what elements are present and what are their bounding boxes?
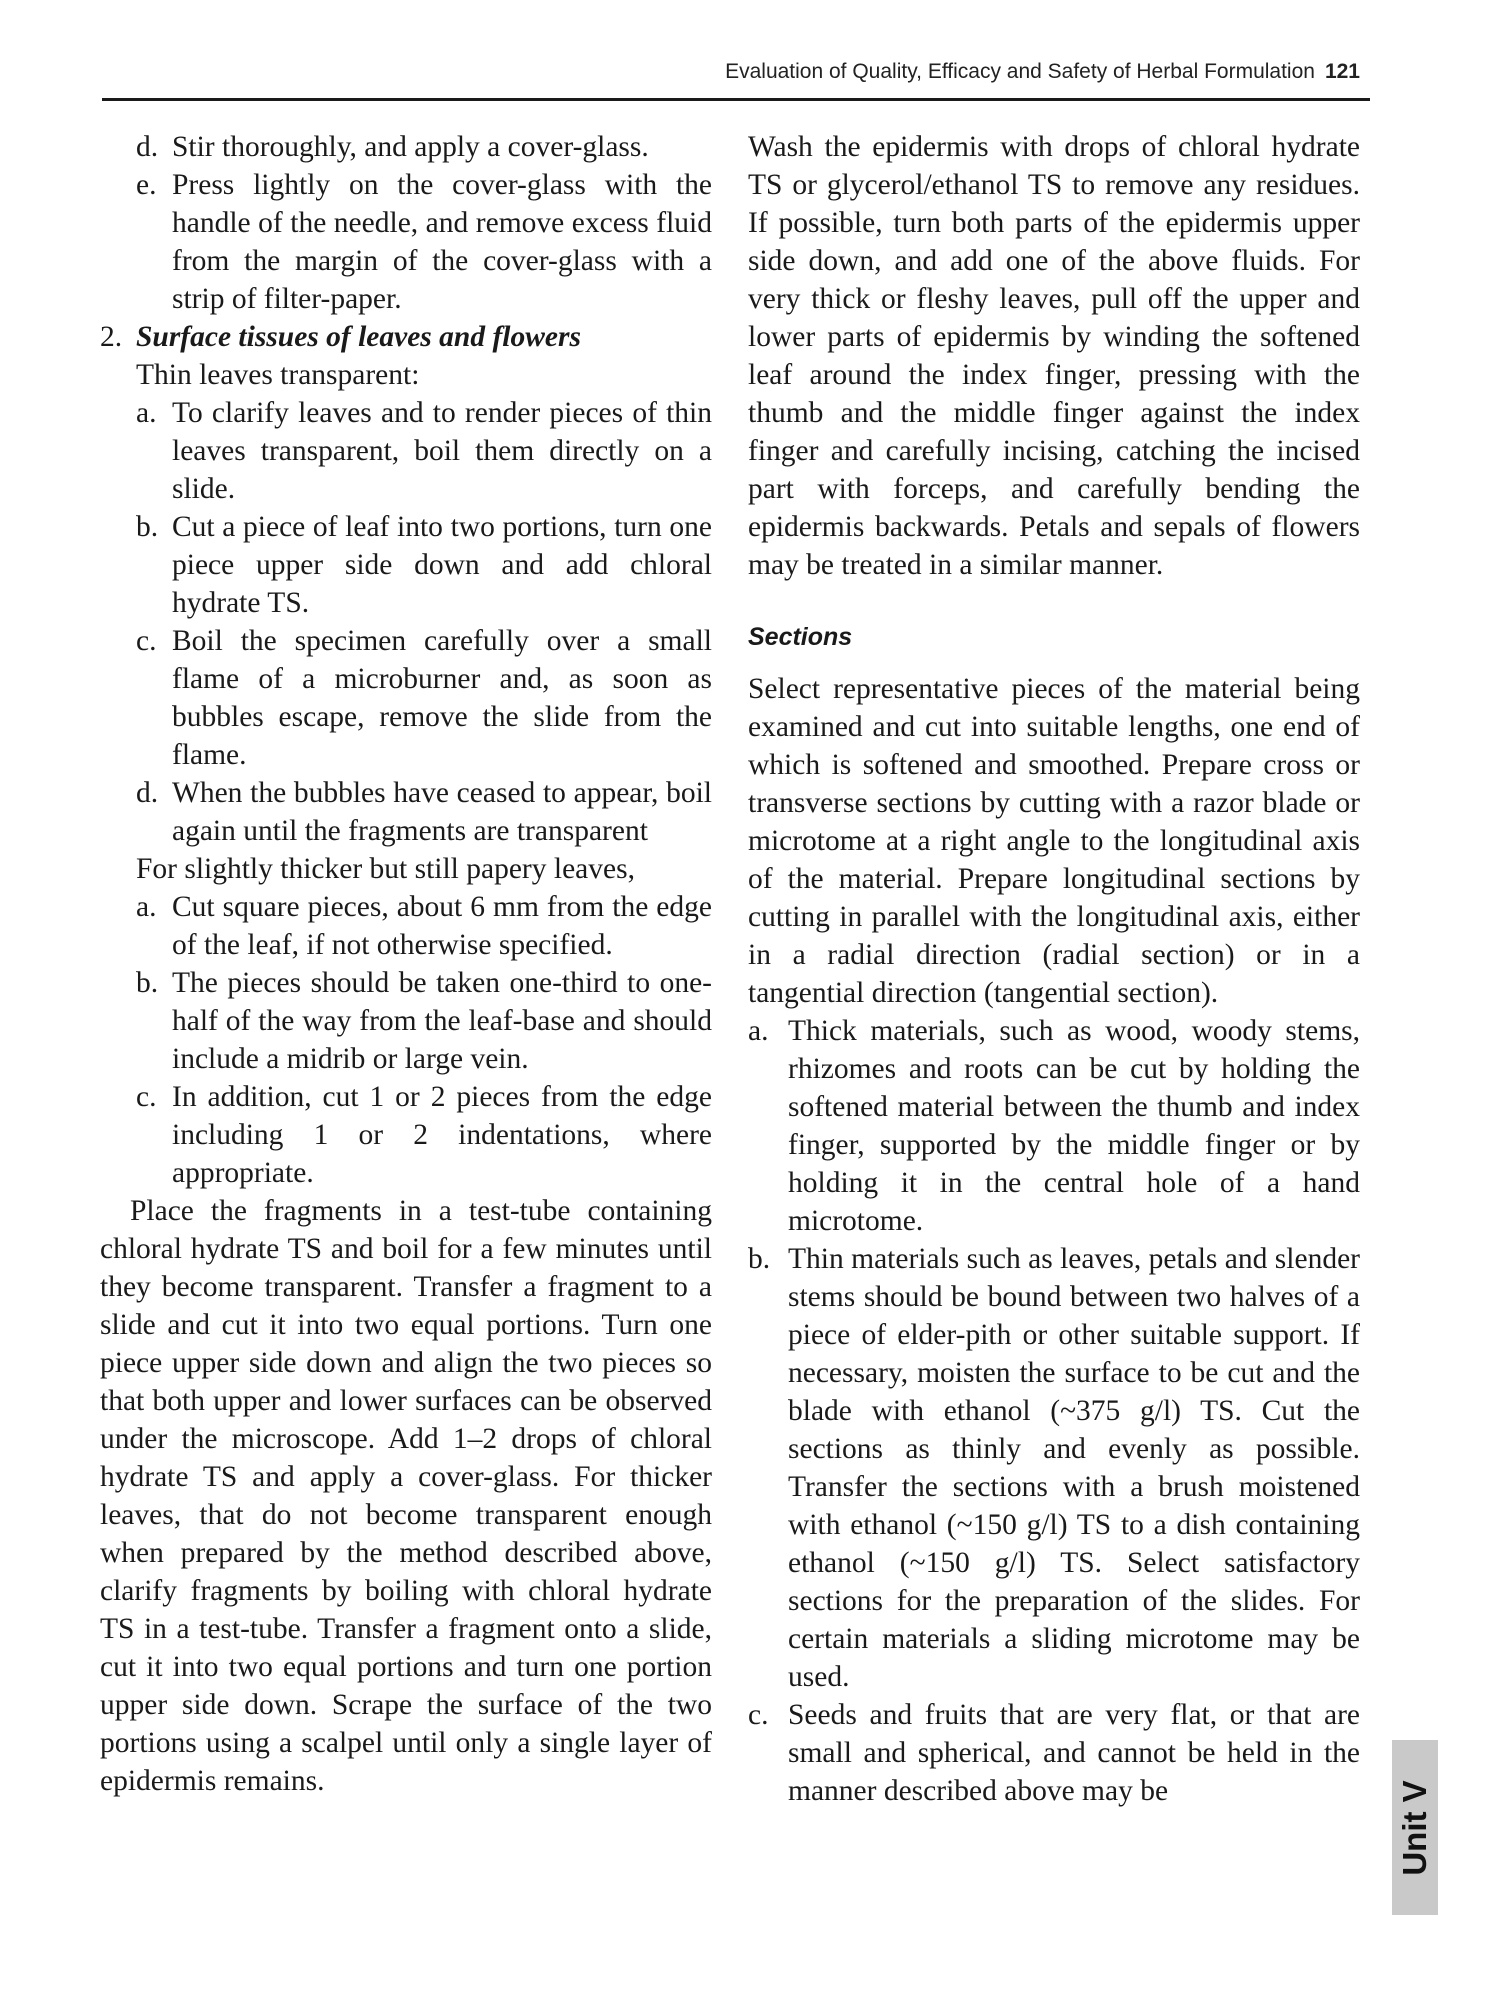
item-text: Stir thoroughly, and apply a cover-glass.	[172, 131, 649, 163]
unit-label: Unit V	[1396, 1779, 1433, 1876]
list-item	[100, 508, 712, 622]
item-label: c.	[748, 1699, 769, 1731]
running-header	[725, 60, 1360, 84]
item-text: Boil the specimen carefully over a small flame of a microburner and, as soon as bubbles escape, remove the slide from the flame.	[172, 625, 712, 771]
section-heading-surface-tissues	[100, 318, 712, 356]
right-column	[748, 128, 1360, 1810]
body-paragraph: Wash the epidermis with drops of chloral hydrate TS or glycerol/ethanol TS to remove any residues. If possible, turn both parts of the epidermis upper side down, and add one of the above fluids. For very thick or fleshy leaves, pull off the upper and lower parts of epidermis by winding the softened leaf around the index finger, pressing with the thumb and the middle finger against the index finger and carefully incising, catching the incised part with forceps, and carefully bending the epidermis backwards. Petals and sepals of flowers may be treated in a similar manner.	[748, 131, 1360, 581]
header-title: Evaluation of Quality, Efficacy and Safety of Herbal Formulation	[725, 60, 1315, 83]
item-text: Cut a piece of leaf into two portions, turn one piece upper side down and add chloral hydrate TS.	[172, 511, 712, 619]
item-text: To clarify leaves and to render pieces of thin leaves transparent, boil them directly on a slide.	[172, 397, 712, 505]
item-text: Cut square pieces, about 6 mm from the edge of the leaf, if not otherwise specified.	[172, 891, 712, 961]
body-paragraph: Select representative pieces of the material being examined and cut into suitable lengths, one end of which is softened and smoothed. Prepare cross or transverse sections by cutting with a razor blade or microtome at a right angle to the longitudinal axis of the material. Prepare longitudinal sections by cutting in parallel with the longitudinal axis, either in a radial direction (radial section) or in a tangential direction (tangential section).	[748, 673, 1360, 1009]
list-item	[748, 1012, 1360, 1240]
item-label: c.	[136, 625, 157, 657]
list-item	[100, 1078, 712, 1192]
list-item	[100, 128, 712, 166]
list-item	[100, 166, 712, 318]
left-column	[100, 128, 712, 1800]
list-item	[748, 1240, 1360, 1696]
heading-text: Surface tissues of leaves and flowers	[136, 321, 581, 353]
list-item	[748, 1696, 1360, 1810]
header-rule	[102, 98, 1370, 101]
item-label: b.	[136, 511, 159, 543]
list-item	[100, 394, 712, 508]
item-label: a.	[748, 1015, 769, 1047]
list-item	[100, 888, 712, 964]
item-label: a.	[136, 397, 157, 429]
section-heading-sections: Sections	[748, 623, 853, 651]
item-label: e.	[136, 169, 157, 201]
item-label: d.	[136, 777, 159, 809]
item-label: b.	[748, 1243, 771, 1275]
list-item	[100, 774, 712, 850]
heading-number: 2.	[100, 321, 123, 353]
item-text: Thin materials such as leaves, petals and slender stems should be bound between two halves of a piece of elder-pith or other suitable support. If necessary, moisten the surface to be cut and the blade with ethanol (~375 g/l) TS. Cut the sections as thinly and evenly as possible. Transfer the sections with a brush moistened with ethanol (~150 g/l) TS to a dish containing ethanol (~150 g/l) TS. Select satisfactory sections for the preparation of the slides. For certain materials a sliding microtome may be used.	[788, 1243, 1360, 1693]
item-text: Press lightly on the cover-glass with the handle of the needle, and remove excess fluid from the margin of the cover-glass with a strip of filter-paper.	[172, 169, 712, 315]
item-text: In addition, cut 1 or 2 pieces from the edge including 1 or 2 indentations, where appropriate.	[172, 1081, 712, 1189]
item-label: b.	[136, 967, 159, 999]
item-text: When the bubbles have ceased to appear, boil again until the fragments are transparent	[172, 777, 712, 847]
thicker-leaves-intro: For slightly thicker but still papery leaves,	[136, 853, 635, 885]
item-text: The pieces should be taken one-third to one-half of the way from the leaf-base and should include a midrib or large vein.	[172, 967, 712, 1075]
list-item	[100, 622, 712, 774]
item-text: Seeds and fruits that are very flat, or that are small and spherical, and cannot be held in the manner described above may be	[788, 1699, 1360, 1807]
unit-side-tab	[1392, 1740, 1438, 1915]
item-label: c.	[136, 1081, 157, 1113]
item-text: Thick materials, such as wood, woody stems, rhizomes and roots can be cut by holding the softened material between the thumb and index finger, supported by the middle finger or by holding it in the central hole of a hand microtome.	[788, 1015, 1360, 1237]
body-paragraph: Place the fragments in a test-tube containing chloral hydrate TS and boil for a few minutes until they become transparent. Transfer a fragment to a slide and cut it into two equal portions. Turn one piece upper side down and align the two pieces so that both upper and lower surfaces can be observed under the microscope. Add 1–2 drops of chloral hydrate TS and apply a cover-glass. For thicker leaves, that do not become transparent enough when prepared by the method described above, clarify fragments by boiling with chloral hydrate TS in a test-tube. Transfer a fragment onto a slide, cut it into two equal portions and turn one portion upper side down. Scrape the surface of the two portions using a scalpel until only a single layer of epidermis remains.	[100, 1195, 712, 1797]
item-label: d.	[136, 131, 159, 163]
page-number: 121	[1324, 60, 1360, 83]
item-label: a.	[136, 891, 157, 923]
thin-leaves-intro: Thin leaves transparent:	[136, 359, 420, 391]
list-item	[100, 964, 712, 1078]
